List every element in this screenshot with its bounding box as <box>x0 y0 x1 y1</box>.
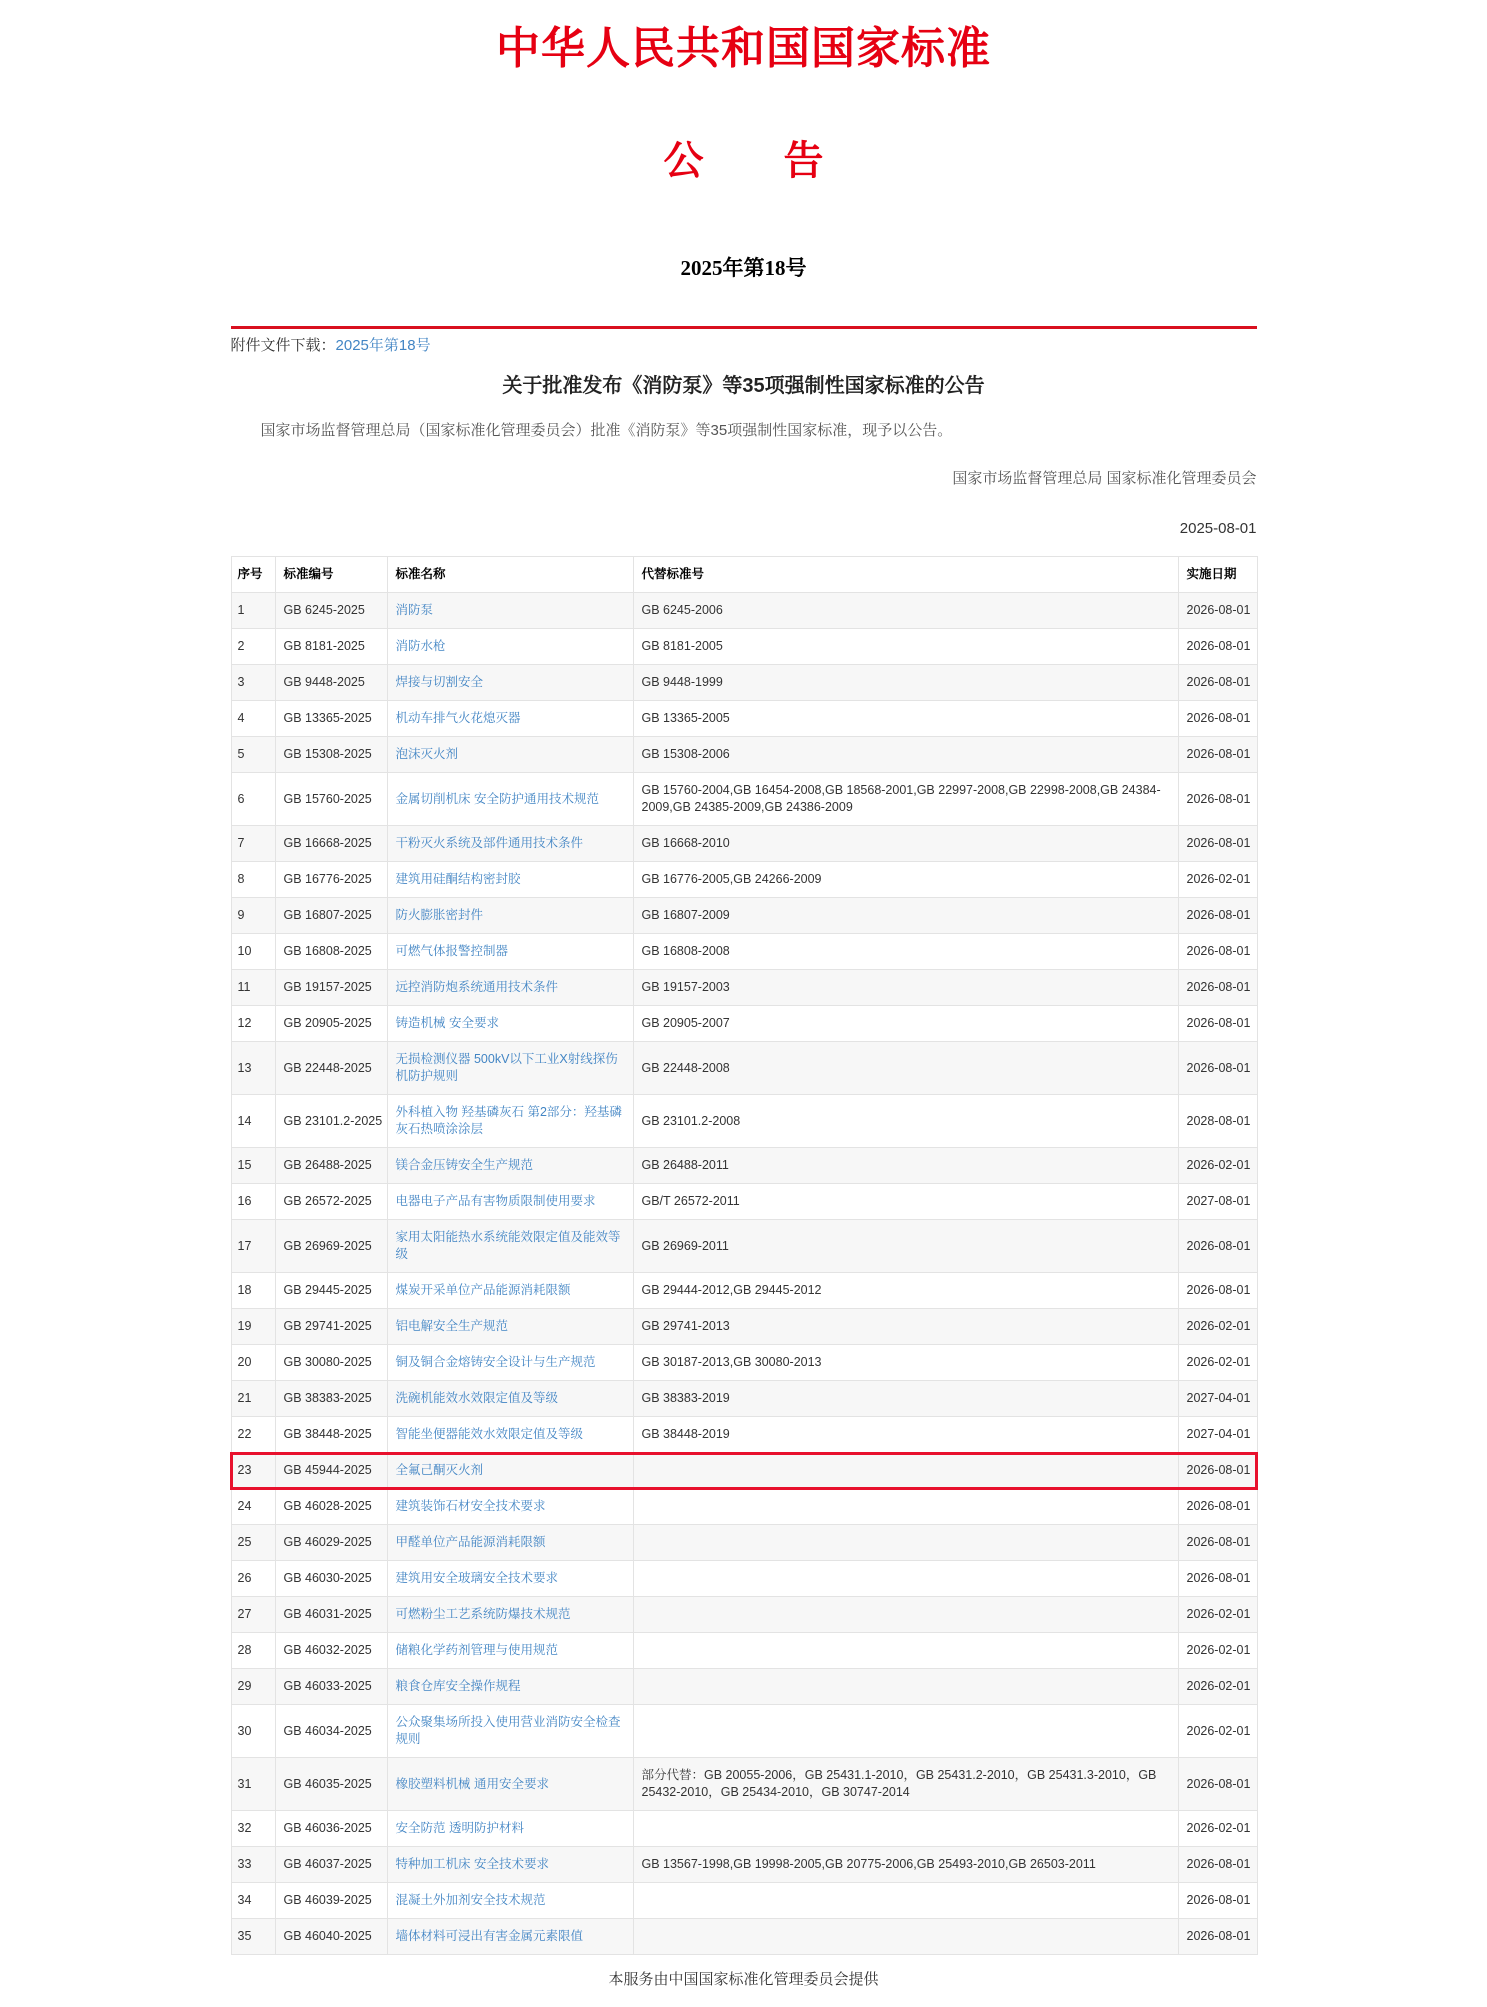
standard-code: GB 38448-2025 <box>275 1417 387 1453</box>
row-number: 17 <box>231 1220 275 1273</box>
row-number: 1 <box>231 593 275 629</box>
standard-name-link[interactable]: 铸造机械 安全要求 <box>395 1016 499 1030</box>
table-row <box>231 1417 1257 1453</box>
implementation-date: 2026-08-01 <box>1178 773 1257 826</box>
standard-name <box>387 1042 633 1095</box>
standard-name <box>387 1095 633 1148</box>
implementation-date: 2026-02-01 <box>1178 862 1257 898</box>
standard-name <box>387 737 633 773</box>
standard-name <box>387 593 633 629</box>
replaced-standards: GB 16776-2005,GB 24266-2009 <box>633 862 1178 898</box>
standard-name <box>387 1847 633 1883</box>
standard-name-link[interactable]: 洗碗机能效水效限定值及等级 <box>395 1391 559 1405</box>
table-row <box>231 629 1257 665</box>
replaced-standards <box>633 1525 1178 1561</box>
standard-code: GB 16776-2025 <box>275 862 387 898</box>
announcement-subtitle: 公 告 <box>663 138 824 183</box>
implementation-date: 2026-08-01 <box>1178 1758 1257 1811</box>
standards-table-body <box>231 593 1257 1955</box>
replaced-standards: GB 30187-2013,GB 30080-2013 <box>633 1345 1178 1381</box>
standard-name <box>387 1883 633 1919</box>
standard-name <box>387 1184 633 1220</box>
implementation-date: 2026-02-01 <box>1178 1345 1257 1381</box>
row-number: 13 <box>231 1042 275 1095</box>
standard-name-link[interactable]: 可燃粉尘工艺系统防爆技术规范 <box>395 1607 571 1621</box>
standard-name <box>387 1148 633 1184</box>
standard-code: GB 30080-2025 <box>275 1345 387 1381</box>
standard-name <box>387 1006 633 1042</box>
table-row <box>231 701 1257 737</box>
announcement-body: 国家市场监督管理总局（国家标准化管理委员会）批准《消防泵》等35项强制性国家标准，现予以公告。 <box>260 422 953 439</box>
standard-name-link[interactable]: 公众聚集场所投入使用营业消防安全检查规则 <box>395 1715 621 1746</box>
table-row <box>231 1148 1257 1184</box>
replaced-standards: GB 8181-2005 <box>633 629 1178 665</box>
standard-name-link[interactable]: 建筑用硅酮结构密封胶 <box>395 872 521 886</box>
standard-name-link[interactable]: 铜及铜合金熔铸安全设计与生产规范 <box>395 1355 596 1369</box>
issue-number: 2025年第18号 <box>680 256 807 280</box>
table-row <box>231 1758 1257 1811</box>
header-implementation-date: 实施日期 <box>1178 557 1257 593</box>
standard-code: GB 26572-2025 <box>275 1184 387 1220</box>
attachment-label: 附件文件下载： <box>230 337 336 354</box>
standard-name <box>387 826 633 862</box>
replaced-standards: GB 16668-2010 <box>633 826 1178 862</box>
implementation-date: 2027-04-01 <box>1178 1381 1257 1417</box>
standard-name-link[interactable]: 镁合金压铸安全生产规范 <box>395 1158 534 1172</box>
row-number: 18 <box>231 1273 275 1309</box>
standard-code: GB 26969-2025 <box>275 1220 387 1273</box>
row-number: 9 <box>231 898 275 934</box>
replaced-standards: GB 26488-2011 <box>633 1148 1178 1184</box>
standard-name <box>387 1633 633 1669</box>
standard-code: GB 46037-2025 <box>275 1847 387 1883</box>
implementation-date: 2026-08-01 <box>1178 1273 1257 1309</box>
standard-name-link[interactable]: 消防水枪 <box>395 639 446 653</box>
row-number: 33 <box>231 1847 275 1883</box>
implementation-date: 2026-08-01 <box>1178 1220 1257 1273</box>
standard-code: GB 46040-2025 <box>275 1919 387 1955</box>
table-row <box>231 1309 1257 1345</box>
standard-code: GB 6245-2025 <box>275 593 387 629</box>
standard-name <box>387 1561 633 1597</box>
row-number: 14 <box>231 1095 275 1148</box>
standard-code: GB 19157-2025 <box>275 970 387 1006</box>
implementation-date: 2026-08-01 <box>1178 593 1257 629</box>
table-row <box>231 1597 1257 1633</box>
replaced-standards: GB 22448-2008 <box>633 1042 1178 1095</box>
standard-code: GB 29445-2025 <box>275 1273 387 1309</box>
standard-name <box>387 1309 633 1345</box>
header-standard-name: 标准名称 <box>387 557 633 593</box>
standard-name <box>387 862 633 898</box>
signature: 国家市场监督管理总局 国家标准化管理委员会 <box>952 470 1257 487</box>
standard-name <box>387 1705 633 1758</box>
standard-code: GB 46035-2025 <box>275 1758 387 1811</box>
standard-name <box>387 1381 633 1417</box>
table-row <box>231 1919 1257 1955</box>
standard-code: GB 16807-2025 <box>275 898 387 934</box>
table-row <box>231 1220 1257 1273</box>
replaced-standards: GB 16808-2008 <box>633 934 1178 970</box>
row-number: 2 <box>231 629 275 665</box>
replaced-standards <box>633 1811 1178 1847</box>
standard-name <box>387 629 633 665</box>
replaced-standards <box>633 1919 1178 1955</box>
row-number: 27 <box>231 1597 275 1633</box>
standard-name-link[interactable]: 储粮化学药剂管理与使用规范 <box>395 1643 559 1657</box>
implementation-date: 2026-02-01 <box>1178 1811 1257 1847</box>
implementation-date: 2026-02-01 <box>1178 1309 1257 1345</box>
table-row <box>231 1345 1257 1381</box>
table-row <box>231 898 1257 934</box>
standard-code: GB 22448-2025 <box>275 1042 387 1095</box>
standard-code: GB 23101.2-2025 <box>275 1095 387 1148</box>
replaced-standards: GB 26969-2011 <box>633 1220 1178 1273</box>
replaced-standards: GB 9448-1999 <box>633 665 1178 701</box>
replaced-standards <box>633 1883 1178 1919</box>
standard-name-link[interactable]: 墙体材料可浸出有害金属元素限值 <box>395 1929 584 1943</box>
implementation-date: 2026-02-01 <box>1178 1148 1257 1184</box>
standard-code: GB 13365-2025 <box>275 701 387 737</box>
standard-name-link[interactable]: 金属切削机床 安全防护通用技术规范 <box>395 791 599 806</box>
implementation-date: 2026-08-01 <box>1178 1883 1257 1919</box>
standard-name <box>387 1525 633 1561</box>
table-row <box>231 593 1257 629</box>
standard-name-link[interactable]: 外科植入物 羟基磷灰石 第2部分：羟基磷灰石热喷涂涂层 <box>395 1105 622 1136</box>
standard-name <box>387 773 633 826</box>
standard-code: GB 46031-2025 <box>275 1597 387 1633</box>
standard-name <box>387 701 633 737</box>
replaced-standards: GB 19157-2003 <box>633 970 1178 1006</box>
implementation-date: 2026-08-01 <box>1178 1847 1257 1883</box>
standard-name-link[interactable]: 家用太阳能热水系统能效限定值及能效等级 <box>395 1230 621 1261</box>
standard-code: GB 46033-2025 <box>275 1669 387 1705</box>
replaced-standards <box>633 1453 1178 1489</box>
table-row-highlighted <box>231 1453 1257 1489</box>
row-number: 11 <box>231 970 275 1006</box>
replaced-standards: GB/T 26572-2011 <box>633 1184 1178 1220</box>
replaced-standards: GB 15308-2006 <box>633 737 1178 773</box>
standards-table <box>231 556 1258 1955</box>
standard-name-link[interactable]: 甲醛单位产品能源消耗限额 <box>395 1535 546 1549</box>
replaced-standards <box>633 1489 1178 1525</box>
standard-name <box>387 1669 633 1705</box>
replaced-standards: GB 15760-2004,GB 16454-2008,GB 18568-2001,GB 22997-2008,GB 22998-2008,GB 24384-2009,GB 24385-2009,GB 24386-2009 <box>633 773 1178 826</box>
row-number: 28 <box>231 1633 275 1669</box>
page-content <box>231 24 1257 1990</box>
header-row-number: 序号 <box>231 557 275 593</box>
table-row <box>231 1669 1257 1705</box>
header-replaced-standards: 代替标准号 <box>633 557 1178 593</box>
standard-code: GB 8181-2025 <box>275 629 387 665</box>
standard-name-link[interactable]: 橡胶塑料机械 通用安全要求 <box>395 1776 549 1791</box>
table-row <box>231 1811 1257 1847</box>
table-header-row <box>231 557 1257 593</box>
implementation-date: 2026-08-01 <box>1178 665 1257 701</box>
standard-code: GB 20905-2025 <box>275 1006 387 1042</box>
standard-code: GB 46032-2025 <box>275 1633 387 1669</box>
table-row <box>231 1184 1257 1220</box>
table-row <box>231 1042 1257 1095</box>
standard-name-link[interactable]: 全氟己酮灭火剂 <box>395 1463 484 1477</box>
table-row <box>231 1525 1257 1561</box>
standard-name <box>387 1758 633 1811</box>
standard-name-link[interactable]: 建筑装饰石材安全技术要求 <box>395 1499 546 1513</box>
replaced-standards: GB 29741-2013 <box>633 1309 1178 1345</box>
standard-name <box>387 1345 633 1381</box>
standard-code: GB 46036-2025 <box>275 1811 387 1847</box>
table-row <box>231 1705 1257 1758</box>
footer-text: 本服务由中国国家标准化管理委员会提供 <box>608 1971 879 1988</box>
row-number: 5 <box>231 737 275 773</box>
implementation-date: 2027-04-01 <box>1178 1417 1257 1453</box>
row-number: 26 <box>231 1561 275 1597</box>
table-row <box>231 665 1257 701</box>
table-row <box>231 1095 1257 1148</box>
implementation-date: 2026-08-01 <box>1178 1561 1257 1597</box>
standard-name-link[interactable]: 焊接与切割安全 <box>395 675 484 689</box>
standard-code: GB 46034-2025 <box>275 1705 387 1758</box>
table-row <box>231 1847 1257 1883</box>
implementation-date: 2026-08-01 <box>1178 1489 1257 1525</box>
row-number: 16 <box>231 1184 275 1220</box>
implementation-date: 2026-02-01 <box>1178 1633 1257 1669</box>
standard-code: GB 38383-2025 <box>275 1381 387 1417</box>
standard-name <box>387 1811 633 1847</box>
replaced-standards: GB 6245-2006 <box>633 593 1178 629</box>
standard-name-link[interactable]: 铝电解安全生产规范 <box>395 1319 509 1333</box>
standard-name-link[interactable]: 远控消防炮系统通用技术条件 <box>395 980 559 994</box>
table-row <box>231 1883 1257 1919</box>
table-row <box>231 970 1257 1006</box>
table-row <box>231 1489 1257 1525</box>
standard-name-link[interactable]: 机动车排气火花熄灭器 <box>395 711 521 725</box>
replaced-standards: 部分代替：GB 20055-2006，GB 25431.1-2010，GB 25431.2-2010，GB 25431.3-2010，GB 25432-2010，GB 25434-2010，GB 30747-2014 <box>633 1758 1178 1811</box>
table-row <box>231 1381 1257 1417</box>
replaced-standards <box>633 1669 1178 1705</box>
attachment-line <box>231 329 1257 356</box>
attachment-download-link[interactable]: 2025年第18号 <box>335 337 431 354</box>
replaced-standards: GB 13567-1998,GB 19998-2005,GB 20775-2006,GB 25493-2010,GB 26503-2011 <box>633 1847 1178 1883</box>
standard-code: GB 16808-2025 <box>275 934 387 970</box>
row-number: 24 <box>231 1489 275 1525</box>
standard-name <box>387 1597 633 1633</box>
header-standard-code: 标准编号 <box>275 557 387 593</box>
replaced-standards <box>633 1705 1178 1758</box>
implementation-date: 2028-08-01 <box>1178 1095 1257 1148</box>
standard-name-link[interactable]: 无损检测仪器 500kV以下工业X射线探伤机防护规则 <box>395 1052 618 1083</box>
publish-date: 2025-08-01 <box>1179 520 1257 537</box>
implementation-date: 2026-08-01 <box>1178 701 1257 737</box>
standard-code: GB 45944-2025 <box>275 1453 387 1489</box>
row-number: 12 <box>231 1006 275 1042</box>
implementation-date: 2026-02-01 <box>1178 1705 1257 1758</box>
standard-name <box>387 1273 633 1309</box>
implementation-date: 2027-08-01 <box>1178 1184 1257 1220</box>
table-row <box>231 773 1257 826</box>
table-row <box>231 737 1257 773</box>
table-row <box>231 1006 1257 1042</box>
row-number: 29 <box>231 1669 275 1705</box>
standard-code: GB 9448-2025 <box>275 665 387 701</box>
row-number: 31 <box>231 1758 275 1811</box>
standard-name <box>387 1489 633 1525</box>
row-number: 34 <box>231 1883 275 1919</box>
standard-name-link[interactable]: 干粉灭火系统及部件通用技术条件 <box>395 836 584 850</box>
row-number: 23 <box>231 1453 275 1489</box>
standard-name-link[interactable]: 安全防范 透明防护材料 <box>395 1821 524 1835</box>
standard-code: GB 46030-2025 <box>275 1561 387 1597</box>
row-number: 8 <box>231 862 275 898</box>
standard-name <box>387 1453 633 1489</box>
standard-name <box>387 898 633 934</box>
standard-code: GB 46039-2025 <box>275 1883 387 1919</box>
standard-name <box>387 665 633 701</box>
table-row <box>231 1273 1257 1309</box>
row-number: 3 <box>231 665 275 701</box>
standard-name-link[interactable]: 煤炭开采单位产品能源消耗限额 <box>395 1283 571 1297</box>
standard-name <box>387 1417 633 1453</box>
replaced-standards <box>633 1597 1178 1633</box>
implementation-date: 2026-08-01 <box>1178 737 1257 773</box>
standard-code: GB 26488-2025 <box>275 1148 387 1184</box>
row-number: 21 <box>231 1381 275 1417</box>
standard-name <box>387 970 633 1006</box>
implementation-date: 2026-08-01 <box>1178 1042 1257 1095</box>
standard-code: GB 15308-2025 <box>275 737 387 773</box>
implementation-date: 2026-08-01 <box>1178 826 1257 862</box>
standard-name-link[interactable]: 特种加工机床 安全技术要求 <box>395 1857 549 1871</box>
replaced-standards: GB 13365-2005 <box>633 701 1178 737</box>
row-number: 4 <box>231 701 275 737</box>
standard-name-link[interactable]: 消防泵 <box>395 603 434 617</box>
replaced-standards: GB 20905-2007 <box>633 1006 1178 1042</box>
announcement-title: 关于批准发布《消防泵》等35项强制性国家标准的公告 <box>502 375 985 397</box>
table-row <box>231 826 1257 862</box>
implementation-date: 2026-08-01 <box>1178 1006 1257 1042</box>
standard-name-link[interactable]: 混凝土外加剂安全技术规范 <box>395 1893 546 1907</box>
table-row <box>231 1561 1257 1597</box>
standard-name-link[interactable]: 建筑用安全玻璃安全技术要求 <box>395 1571 559 1585</box>
row-number: 32 <box>231 1811 275 1847</box>
replaced-standards: GB 23101.2-2008 <box>633 1095 1178 1148</box>
implementation-date: 2026-08-01 <box>1178 1919 1257 1955</box>
standard-name-link[interactable]: 防火膨胀密封件 <box>395 908 484 922</box>
implementation-date: 2026-08-01 <box>1178 1525 1257 1561</box>
implementation-date: 2026-02-01 <box>1178 1597 1257 1633</box>
implementation-date: 2026-08-01 <box>1178 898 1257 934</box>
replaced-standards: GB 29444-2012,GB 29445-2012 <box>633 1273 1178 1309</box>
implementation-date: 2026-08-01 <box>1178 970 1257 1006</box>
implementation-date: 2026-08-01 <box>1178 629 1257 665</box>
row-number: 15 <box>231 1148 275 1184</box>
row-number: 7 <box>231 826 275 862</box>
standard-name-link[interactable]: 智能坐便器能效水效限定值及等级 <box>395 1427 584 1441</box>
table-row <box>231 862 1257 898</box>
replaced-standards: GB 38448-2019 <box>633 1417 1178 1453</box>
standard-name-link[interactable]: 粮食仓库安全操作规程 <box>395 1679 521 1693</box>
standard-code: GB 46028-2025 <box>275 1489 387 1525</box>
replaced-standards <box>633 1633 1178 1669</box>
table-row <box>231 934 1257 970</box>
standard-name-link[interactable]: 泡沫灭火剂 <box>395 747 459 761</box>
implementation-date: 2026-08-01 <box>1178 1453 1257 1489</box>
standard-name <box>387 1919 633 1955</box>
row-number: 30 <box>231 1705 275 1758</box>
standard-name-link[interactable]: 电器电子产品有害物质限制使用要求 <box>395 1194 596 1208</box>
implementation-date: 2026-08-01 <box>1178 934 1257 970</box>
replaced-standards: GB 16807-2009 <box>633 898 1178 934</box>
row-number: 6 <box>231 773 275 826</box>
standard-name <box>387 1220 633 1273</box>
main-title: 中华人民共和国国家标准 <box>496 24 991 73</box>
row-number: 19 <box>231 1309 275 1345</box>
standard-code: GB 15760-2025 <box>275 773 387 826</box>
standard-code: GB 46029-2025 <box>275 1525 387 1561</box>
standard-code: GB 16668-2025 <box>275 826 387 862</box>
standard-code: GB 29741-2025 <box>275 1309 387 1345</box>
row-number: 10 <box>231 934 275 970</box>
row-number: 22 <box>231 1417 275 1453</box>
standard-name <box>387 934 633 970</box>
row-number: 20 <box>231 1345 275 1381</box>
standard-name-link[interactable]: 可燃气体报警控制器 <box>395 944 509 958</box>
replaced-standards <box>633 1561 1178 1597</box>
replaced-standards: GB 38383-2019 <box>633 1381 1178 1417</box>
row-number: 25 <box>231 1525 275 1561</box>
implementation-date: 2026-02-01 <box>1178 1669 1257 1705</box>
row-number: 35 <box>231 1919 275 1955</box>
table-row <box>231 1633 1257 1669</box>
